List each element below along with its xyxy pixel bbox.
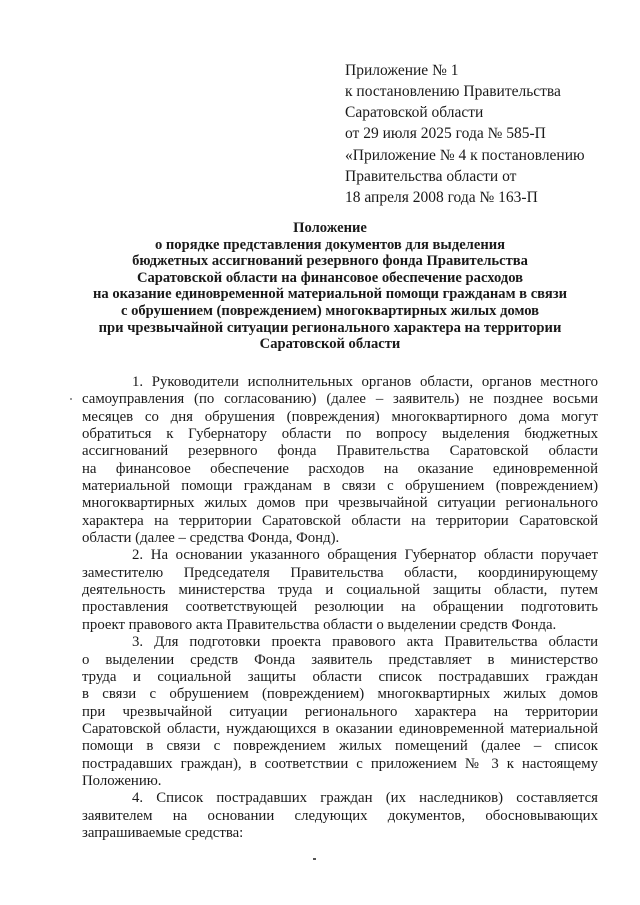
header-line: Саратовской области bbox=[345, 104, 484, 121]
paragraph-line: 4. Список пострадавших граждан (их наследников) составляется bbox=[132, 790, 598, 807]
paragraph-line: 1. Руководители исполнительных органов области, органов местного bbox=[132, 374, 598, 390]
title-line: о порядке представления документов для выделения bbox=[154, 236, 506, 253]
paragraph-line: на финансовое обеспечение расходов на оказание единовременной bbox=[82, 460, 598, 477]
paragraph-line: деятельность министерства труда и социальной защиты области, путем bbox=[82, 582, 598, 599]
paragraph-line: заместителю Председателя Правительства области, координирующему bbox=[82, 564, 598, 581]
paragraph-2 bbox=[82, 547, 598, 634]
paragraph-line: проект правового акта Правительства области о выделении средств Фонда. bbox=[82, 616, 557, 633]
title-line: при чрезвычайной ситуации регионального характера на территории bbox=[98, 319, 562, 336]
header-line: 18 апреля 2008 года № 163-П bbox=[345, 189, 538, 206]
document-body bbox=[82, 374, 598, 842]
header-line: к постановлению Правительства bbox=[345, 83, 561, 100]
paragraph-line: обратиться к Губернатору области по вопросу выделения бюджетных bbox=[82, 426, 598, 443]
paragraph-line: ассигнований резервного фонда Правительства Саратовской области bbox=[82, 443, 598, 460]
paragraph-line: о выделении средств Фонда заявитель представляет в министерство bbox=[82, 651, 598, 668]
paragraph-line: материальной помощи гражданам в связи с обрушением (повреждением) bbox=[82, 478, 598, 495]
paragraph-3 bbox=[82, 634, 598, 790]
scan-speck bbox=[70, 398, 72, 400]
header-line: Приложение № 1 bbox=[345, 62, 459, 79]
title-line: Саратовской области bbox=[259, 336, 401, 353]
paragraph-line: многоквартирных жилых домов при чрезвычайной ситуации регионального bbox=[82, 495, 598, 512]
paragraph-line: запрашиваемые средства: bbox=[82, 824, 244, 841]
title-line: с обрушением (повреждением) многоквартирных жилых домов bbox=[120, 302, 540, 319]
paragraph-line: заявителем на основании следующих документов, обосновывающих bbox=[82, 807, 598, 824]
paragraph-line: области (далее – средства Фонда, Фонд). bbox=[82, 530, 340, 547]
paragraph-line: труда и социальной защиты области список пострадавших граждан bbox=[82, 668, 598, 685]
appendix-header bbox=[345, 60, 561, 144]
title-line: бюджетных ассигнований резервного фонда Правительства bbox=[132, 253, 528, 270]
title-line: на оказание единовременной материальной помощи гражданам в связи bbox=[92, 286, 568, 303]
title-heading: Положение bbox=[293, 220, 367, 236]
paragraph-line: при чрезвычайной ситуации регионального характера на территории bbox=[82, 703, 598, 720]
paragraph-line: характера на территории Саратовской области на территории Саратовской bbox=[82, 512, 598, 529]
paragraph-line: проставления соответствующей резолюции на обращении подготовить bbox=[82, 599, 598, 616]
header-line: от 29 июля 2025 года № 585-П bbox=[345, 125, 546, 142]
paragraph-line: помощи в связи с повреждением жилых помещений (далее – список bbox=[82, 738, 598, 755]
paragraph-line: в связи с обрушением (повреждением) многоквартирных жилых домов bbox=[82, 686, 598, 703]
scan-speck bbox=[313, 858, 316, 860]
paragraph-line: месяцев со дня обрушения (повреждения) многоквартирного дома могут bbox=[82, 408, 598, 425]
paragraph-line: 2. На основании указанного обращения Губернатор области поручает bbox=[132, 547, 598, 564]
header-line: Правительства области от bbox=[345, 168, 517, 185]
appendix-reference bbox=[345, 145, 585, 208]
title-line: Саратовской области на финансовое обеспечение расходов bbox=[136, 269, 524, 286]
paragraph-4 bbox=[82, 790, 598, 842]
paragraph-line: Положению. bbox=[82, 772, 162, 789]
paragraph-line: самоуправления (по согласованию) (далее – заявитель) не позднее восьми bbox=[82, 391, 598, 408]
paragraph-line: пострадавших граждан), в соответствии с приложением № 3 к настоящему bbox=[82, 755, 598, 772]
document-title bbox=[60, 220, 600, 353]
paragraph-line: Саратовской области, нуждающихся в оказании единовременной материальной bbox=[82, 720, 598, 737]
paragraph-1 bbox=[82, 374, 598, 547]
paragraph-line: 3. Для подготовки проекта правового акта Правительства области bbox=[132, 634, 598, 651]
header-line: «Приложение № 4 к постановлению bbox=[345, 147, 585, 164]
